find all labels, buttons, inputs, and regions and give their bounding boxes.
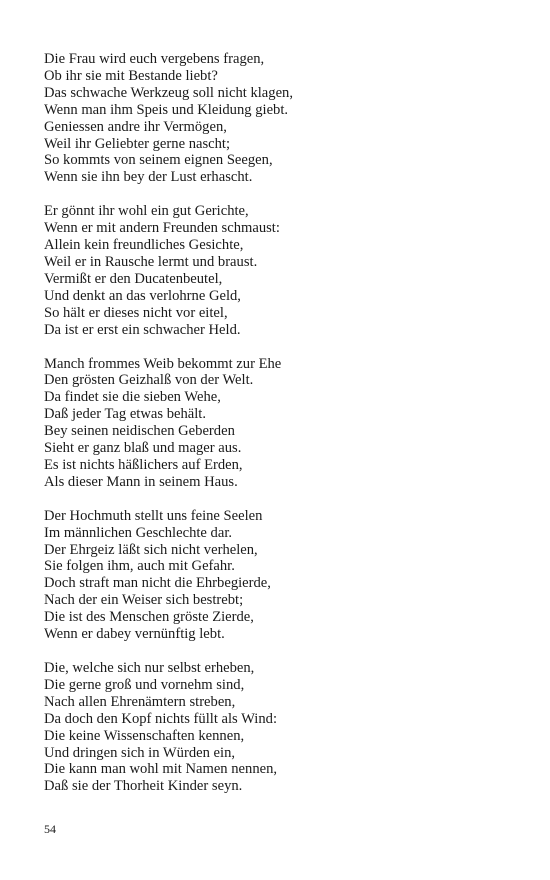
stanza-2 <box>44 203 514 338</box>
verse-line: Die kann man wohl mit Namen nennen, <box>44 761 278 778</box>
stanza-5 <box>44 660 514 795</box>
verse-line: Der Ehrgeiz läßt sich nicht verhelen, <box>44 541 258 558</box>
verse-line: Die ist des Menschen gröste Zierde, <box>44 609 254 626</box>
verse-line: Doch straft man nicht die Ehrbegierde, <box>44 575 271 592</box>
verse-line: Wenn sie ihn bey der Lust erhascht. <box>44 169 253 186</box>
verse-line: Vermißt er den Ducatenbeutel, <box>44 270 223 287</box>
verse-line: Im männlichen Geschlechte dar. <box>44 524 233 541</box>
verse-line: Wenn er dabey vernünftig lebt. <box>44 626 225 643</box>
page-number: 54 <box>44 822 56 836</box>
stanza-3 <box>44 356 514 491</box>
verse-line: Geniessen andre ihr Vermögen, <box>44 118 227 135</box>
verse-line: Sieht er ganz blaß und mager aus. <box>44 440 242 457</box>
verse-line: Die, welche sich nur selbst erheben, <box>44 660 255 676</box>
verse-line: Das schwache Werkzeug soll nicht klagen, <box>44 84 293 101</box>
verse-line: Daß sie der Thorheit Kinder seyn. <box>44 778 243 795</box>
verse-line: Da ist er erst ein schwacher Held. <box>44 321 241 338</box>
verse-line: Als dieser Mann in seinem Haus. <box>44 473 238 490</box>
verse-line: Weil ihr Geliebter gerne nascht; <box>44 135 231 152</box>
stanza-1 <box>44 51 514 186</box>
verse-line: Die Frau wird euch vergebens fragen, <box>44 51 265 67</box>
verse-line: Er gönnt ihr wohl ein gut Gerichte, <box>44 203 249 220</box>
verse-line: Wenn man ihm Speis und Kleidung giebt. <box>44 101 289 118</box>
verse-line: So hält er dieses nicht vor eitel, <box>44 304 228 321</box>
verse-line: Da doch den Kopf nichts füllt als Wind: <box>44 710 278 727</box>
verse-line: Nach allen Ehrenämtern streben, <box>44 693 236 710</box>
verse-line: Weil er in Rausche lermt und braust. <box>44 253 258 270</box>
verse-line: So kommts von seinem eignen Seegen, <box>44 152 273 169</box>
verse-line: Sie folgen ihm, auch mit Gefahr. <box>44 558 235 575</box>
verse-line: Nach der ein Weiser sich bestrebt; <box>44 592 244 609</box>
verse-line: Da findet sie die sieben Wehe, <box>44 389 221 406</box>
verse-line: Den grösten Geizhalß von der Welt. <box>44 372 254 389</box>
verse-line: Manch frommes Weib bekommt zur Ehe <box>44 355 282 372</box>
poem-body <box>44 51 514 812</box>
stanza-4 <box>44 508 514 643</box>
verse-line: Und dringen sich in Würden ein, <box>44 744 236 761</box>
verse-line: Ob ihr sie mit Bestande liebt? <box>44 67 218 84</box>
verse-line: Und denkt an das verlohrne Geld, <box>44 287 241 304</box>
verse-line: Der Hochmuth stellt uns feine Seelen <box>44 507 263 524</box>
verse-line: Daß jeder Tag etwas behält. <box>44 406 207 423</box>
verse-line: Wenn er mit andern Freunden schmaust: <box>44 220 280 237</box>
verse-line: Die gerne groß und vornehm sind, <box>44 676 245 693</box>
verse-line: Allein kein freundliches Gesichte, <box>44 237 244 254</box>
verse-line: Es ist nichts häßlichers auf Erden, <box>44 456 243 473</box>
verse-line: Die keine Wissenschaften kennen, <box>44 727 245 744</box>
verse-line: Bey seinen neidischen Geberden <box>44 423 235 440</box>
